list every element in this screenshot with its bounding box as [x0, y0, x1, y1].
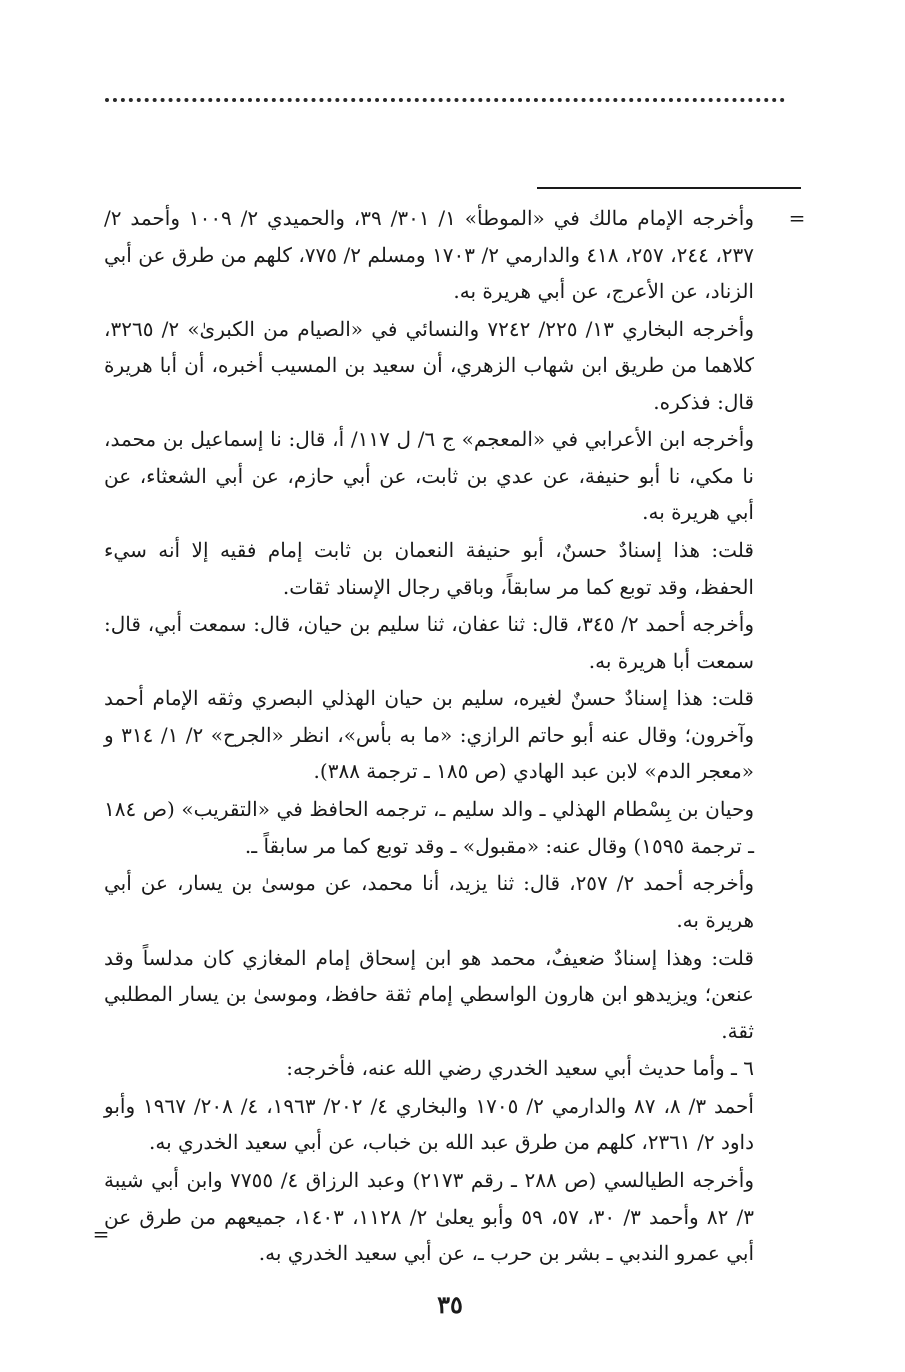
paragraph-7: وحيان بن بِسْطام الهذلي ـ والد سليم ـ، ترجمه الحافظ في «التقريب» (ص ١٨٤ ـ ترجمة ١٥٩٥) وقال عنه: «مقبول» ـ وقد توبع كما مر سابقاً ـ. — [104, 797, 754, 858]
footnote-text — [104, 200, 754, 1273]
paragraph-12: وأخرجه الطيالسي (ص ٢٨٨ ـ رقم ٢١٧٣) وعبد الرزاق ٤/ ٧٧٥٥ وابن أبي شيبة ٣/ ٨٢ وأحمد ٣/ ٣٠، ٥٧، ٥٩ وأبو يعلىٰ ٢/ ١١٢٨، ١٤٠٣، جميعهم من طرق عن أبي عمرو الندبي ـ بشر بن حرب ـ، عن أبي سعيد الخدري به. — [104, 1168, 755, 1266]
dotted-separator — [105, 98, 785, 102]
footnote-rule — [537, 187, 801, 189]
paragraph-10: ٦ ـ وأما حديث أبي سعيد الخدري رضي الله عنه، فأخرجه: — [286, 1056, 754, 1081]
paragraph-3: وأخرجه ابن الأعرابي في «المعجم» ج ٦/ ل ١١٧/ أ، قال: نا إسماعيل بن محمد، نا مكي، نا أبو حنيفة، عن عدي بن ثابت، عن أبي حازم، عن أبي الشعثاء، عن أبي هريرة به. — [104, 427, 754, 525]
paragraph-2: وأخرجه البخاري ١٣/ ٢٢٥/ ٧٢٤٢ والنسائي في «الصيام من الكبرىٰ» ٢/ ٣٢٦٥، كلاهما من طريق ابن شهاب الزهري، أن سعيد بن المسيب أخبره، أن أبا هريرة قال: فذكره. — [104, 316, 754, 414]
paragraph-8: وأخرجه أحمد ٢/ ٢٥٧، قال: ثنا يزيد، أنا محمد، عن موسىٰ بن يسار، عن أبي هريرة به. — [104, 871, 754, 932]
paragraph-4: قلت: هذا إسنادٌ حسنٌ، أبو حنيفة النعمان بن ثابت إمام فقيه إلا أنه سيء الحفظ، وقد توبع كما مر سابقاً، وباقي رجال الإسناد ثقات. — [104, 538, 754, 599]
paragraph-9: قلت: وهذا إسنادٌ ضعيفٌ، محمد هو ابن إسحاق إمام المغازي كان مدلساً وقد عنعن؛ ويزيدهو ابن هارون الواسطي إمام ثقة حافظ، وموسىٰ بن يسار المطلبي ثقة. — [104, 945, 754, 1043]
continuation-mark-top: = — [788, 206, 806, 230]
paragraph-1: وأخرجه الإمام مالك في «الموطأ» ١/ ٣٠١/ ٣٩، والحميدي ٢/ ١٠٠٩ وأحمد ٢/ ٢٣٧، ٢٤٤، ٢٥٧، ٤١٨ والدارمي ٢/ ١٧٠٣ ومسلم ٢/ ٧٧٥، كلهم من طرق عن أبي الزناد، عن الأعرج، عن أبي هريرة به. — [104, 206, 755, 303]
page-number: ٣٥ — [437, 1290, 463, 1319]
paragraph-5: وأخرجه أحمد ٢/ ٣٤٥، قال: ثنا عفان، ثنا سليم بن حيان، قال: سمعت أبي، قال: سمعت أبا هريرة به. — [104, 612, 754, 673]
paragraph-6: قلت: هذا إسنادٌ حسنٌ لغيره، سليم بن حيان الهذلي البصري وثقه الإمام أحمد وآخرون؛ وقال عنه أبو حاتم الرازي: «ما به بأس»، انظر «الجرح» ٢/ ١/ ٣١٤ و «معجر الدم» لابن عبد الهادي (ص ١٨٥ ـ ترجمة ٣٨٨). — [104, 686, 754, 784]
paragraph-11: أحمد ٣/ ٨، ٨٧ والدارمي ٢/ ١٧٠٥ والبخاري ٤/ ٢٠٢/ ١٩٦٣، ٤/ ٢٠٨/ ١٩٦٧ وأبو داود ٢/ ٢٣٦١، كلهم من طرق عبد الله بن خباب، عن أبي سعيد الخدري به. — [104, 1093, 754, 1155]
continuation-mark-bottom: = — [92, 1222, 110, 1246]
